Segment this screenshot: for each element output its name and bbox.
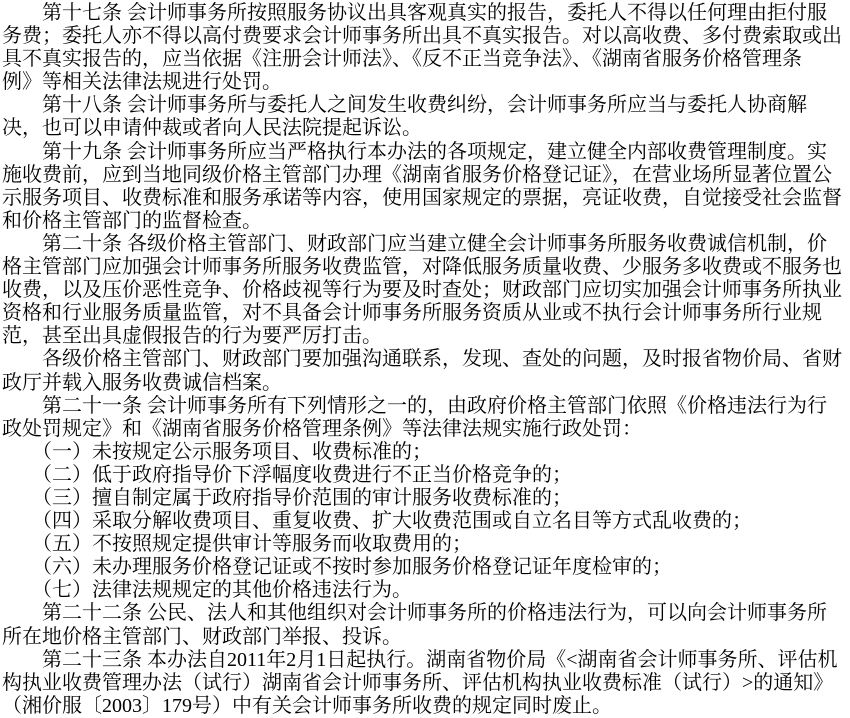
text-line: 示服务项目、收费标准和服务承诺等内容，使用国家规定的票据，亮证收费，自觉接受社会监督 bbox=[2, 186, 842, 209]
text-line: （四）采取分解收费项目、重复收费、扩大收费范围或自立名目等方式乱收费的； bbox=[2, 510, 752, 533]
text-line: （五）不按照规定提供审计等服务而收取费用的； bbox=[2, 533, 472, 556]
document-text bbox=[2, 2, 850, 718]
text-line: 所在地价格主管部门、财政部门举报、投诉。 bbox=[2, 625, 402, 648]
text-line: 政厅并载入服务收费诚信档案。 bbox=[2, 371, 282, 394]
text-line: 例》等相关法律法规进行处罚。 bbox=[2, 71, 282, 94]
text-line: 第十八条 会计师事务所与委托人之间发生收费纠纷，会计师事务所应当与委托人协商解 bbox=[2, 94, 807, 117]
text-line: （六）未办理服务价格登记证或不按时参加服务价格登记证年度检审的； bbox=[2, 556, 672, 579]
text-line: 第二十二条 公民、法人和其他组织对会计师事务所的价格违法行为，可以向会计师事务所 bbox=[2, 602, 827, 625]
text-line: （一）未按规定公示服务项目、收费标准的； bbox=[2, 440, 432, 463]
text-line: 第十七条 会计师事务所按照服务协议出具客观真实的报告，委托人不得以任何理由拒付服 bbox=[2, 2, 827, 24]
text-line: 和价格主管部门的监督检查。 bbox=[2, 209, 262, 232]
text-line: 收费，以及压价恶性竞争、价格歧视等行为要及时查处；财政部门应切实加强会计师事务所执业 bbox=[2, 279, 842, 302]
text-line: 第二十一条 会计师事务所有下列情形之一的，由政府价格主管部门依照《价格违法行为行 bbox=[2, 394, 827, 417]
text-line: 施收费前，应到当地同级价格主管部门办理《湖南省服务价格登记证》，在营业场所显著位置公 bbox=[2, 163, 832, 186]
text-line: （湘价服〔2003〕179号）中有关会计师事务所收费的规定同时废止。 bbox=[2, 694, 612, 717]
text-line: 格主管部门应加强会计师事务所服务收费监管，对降低服务质量收费、少服务多收费或不服务也 bbox=[2, 256, 842, 279]
text-line: 第二十条 各级价格主管部门、财政部门应当建立健全会计师事务所服务收费诚信机制，价 bbox=[2, 232, 827, 255]
text-line: 构执业收费管理办法（试行）湖南省会计师事务所、评估机构执业收费标准（试行）>的通知》 bbox=[2, 671, 834, 694]
text-line: 第十九条 会计师事务所应当严格执行本办法的各项规定，建立健全内部收费管理制度。实 bbox=[2, 140, 827, 163]
text-line: 各级价格主管部门、财政部门要加强沟通联系，发现、查处的问题，及时报省物价局、省财 bbox=[2, 348, 842, 371]
text-line: （七）法律法规规定的其他价格违法行为。 bbox=[2, 579, 412, 602]
text-line: 政处罚规定》和《湖南省服务价格管理条例》等法律法规实施行政处罚： bbox=[2, 417, 642, 440]
text-line: 范，甚至出具虚假报告的行为要严厉打击。 bbox=[2, 325, 382, 348]
text-line: 具不真实报告的，应当依据《注册会计师法》、《反不正当竞争法》、《湖南省服务价格管理条 bbox=[2, 48, 802, 71]
text-line: （二）低于政府指导价下浮幅度收费进行不正当价格竞争的； bbox=[2, 463, 572, 486]
text-line: （三）擅自制定属于政府指导价范围的审计服务收费标准的； bbox=[2, 486, 572, 509]
text-line: 第二十三条 本办法自2011年2月1日起执行。湖南省物价局《<湖南省会计师事务所、评估机 bbox=[2, 648, 838, 671]
text-line: 务费；委托人亦不得以高付费要求会计师事务所出具不真实报告。对以高收费、多付费索取或出 bbox=[2, 25, 842, 48]
text-line: 资格和行业服务质量监管，对不具备会计师事务所服务资质从业或不执行会计师事务所行业规 bbox=[2, 302, 822, 325]
text-line: 决，也可以申请仲裁或者向人民法院提起诉讼。 bbox=[2, 117, 422, 140]
